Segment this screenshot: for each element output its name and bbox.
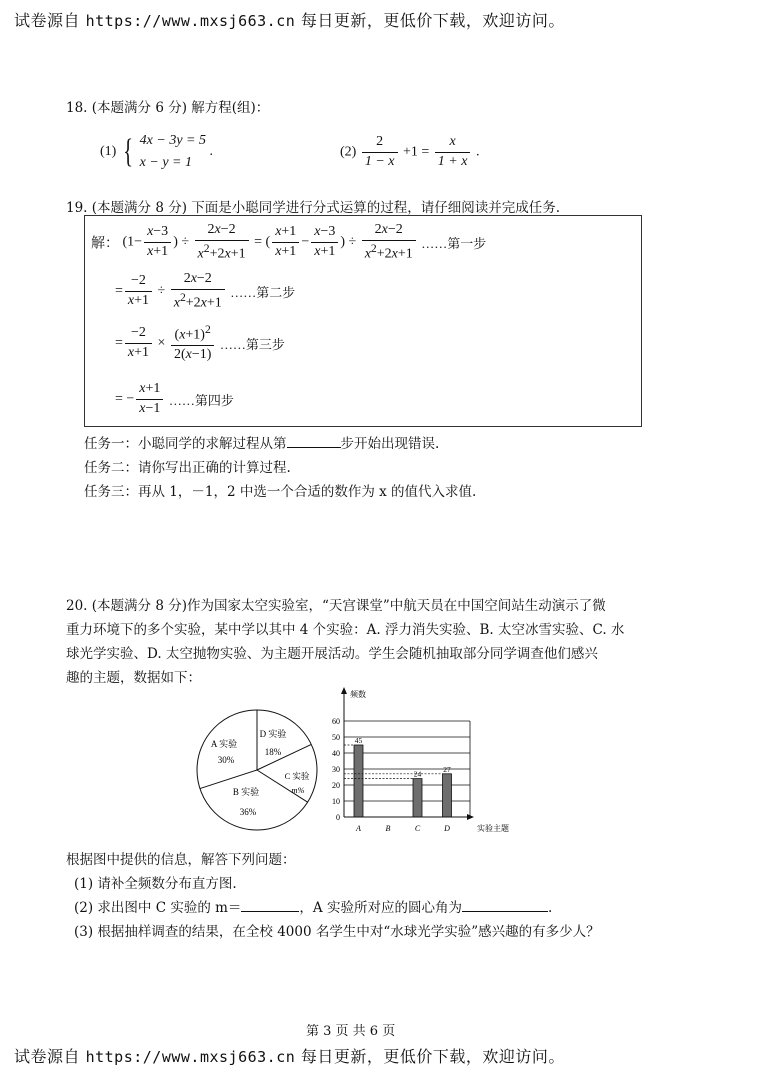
y-axis-title: 频数 xyxy=(350,690,366,699)
q18-frac2: $\frac{x}{1 + x}$ xyxy=(435,134,471,171)
task-1: 任务一：小聪同学的求解过程从第 步开始出现错误. xyxy=(84,436,440,452)
pie-pct-d: 18% xyxy=(264,747,282,757)
pie-divider-a xyxy=(200,770,257,789)
step-1-text: ……第一步 xyxy=(421,236,487,252)
y-tick-label: 50 xyxy=(332,733,340,742)
y-tick-label: 60 xyxy=(332,717,340,726)
q18-eq2: x − y = 1 xyxy=(139,155,192,170)
task-3: 任务三：再从 1，－1，2 中选一个合适的数作为 x 的值代入求值. xyxy=(84,484,477,500)
q20-line-1: 20. (本题满分 8 分)作为国家太空实验室，“天宫课堂”中航天员在中国空间站生动演示了微 xyxy=(66,598,606,614)
x-axis-arrow-icon xyxy=(467,814,474,820)
q20-line-4: 趣的主题，数据如下： xyxy=(66,670,201,686)
q20-sub-3: (3) 根据抽样调查的结果，在全校 4000 名学生中对“水球光学实验”感兴趣的有多少人？ xyxy=(74,924,600,940)
x-axis-title: 实验主题 xyxy=(477,824,509,833)
pie-chart xyxy=(192,705,322,835)
page-header xyxy=(14,8,565,31)
page-number: 第 3 页 共 6 页 xyxy=(306,1024,396,1039)
header-prefix: 试卷源自 xyxy=(14,11,86,30)
footer-url[interactable]: https://www.mxsj663.cn xyxy=(85,1048,296,1066)
y-tick-label: 30 xyxy=(332,765,340,774)
q18-part2 xyxy=(340,134,479,171)
step-3-text: ……第三步 xyxy=(219,337,285,353)
q18-part2-end: . xyxy=(475,144,480,160)
bar-data-label: 45 xyxy=(354,736,363,745)
y-tick-label: 0 xyxy=(336,813,340,822)
bar-data-label: 27 xyxy=(443,764,451,774)
pie-sectors xyxy=(197,710,317,830)
step-1: 解： (1− $\frac{x-3}{x+1}$ ) ÷ $\frac{2x-2}{x^2+2x+1}$ = ( $\frac{x+1}{x+1}$ − $\frac{x-3}{x+1}$ ) ÷ $\frac{2x-2}{x^2+2x+1}$ ……第一步 xyxy=(91,222,487,262)
bar-chart xyxy=(320,685,520,837)
bar-d xyxy=(443,774,452,817)
y-tick-label: 40 xyxy=(332,749,340,758)
brace-icon: { xyxy=(123,133,133,170)
q18-eq1: 4x − 3y = 5 xyxy=(139,133,206,148)
bar-a xyxy=(354,745,363,817)
header-suffix: 每日更新，更低价下载，欢迎访问。 xyxy=(295,11,565,30)
pie-label-a: A 实验 xyxy=(210,739,238,749)
q20-sub-1: (1) 请补全频数分布直方图. xyxy=(74,876,237,892)
page-footer: 试卷源自 https://www.mxsj663.cn 每日更新，更低价下载，欢迎访问。 xyxy=(14,1047,565,1066)
solution-box xyxy=(84,215,642,427)
x-tick-label: D xyxy=(444,824,450,833)
q20-line-2: 重力环境下的多个实验，某中学以其中 4 个实验：A. 浮力消失实验、B. 太空冰雪实验、C. 水 xyxy=(66,622,625,638)
bar-y-ticks xyxy=(332,717,340,822)
q18-mid: +1 = xyxy=(403,144,430,160)
answer-blank[interactable] xyxy=(287,435,341,448)
step-2-text: ……第二步 xyxy=(230,285,296,301)
q20-sub-2: (2) 求出图中 C 实验的 m＝ ，A 实验所对应的圆心角为 . xyxy=(74,900,553,916)
bar-data-label: 24 xyxy=(413,769,422,779)
bar-c xyxy=(413,779,422,817)
bar-series xyxy=(344,736,452,817)
solution-label: 解： xyxy=(91,236,119,252)
pie-label-c: C 实验 xyxy=(284,771,310,781)
q18-part1 xyxy=(100,130,213,174)
q18-part1-end: . xyxy=(209,144,213,159)
x-tick-label: C xyxy=(414,824,421,833)
pie-label-d: D 实验 xyxy=(259,729,287,739)
y-tick-label: 10 xyxy=(332,797,340,806)
step-4-text: ……第四步 xyxy=(168,392,234,408)
q18-title: 18. (本题满分 6 分) 解方程(组)： xyxy=(66,100,270,116)
angle-answer-blank[interactable] xyxy=(462,899,548,912)
y-tick-label: 20 xyxy=(332,781,340,790)
q18-part2-label: (2) xyxy=(340,144,357,160)
q18-frac1: $\frac{2}{1 - x}$ xyxy=(362,134,398,171)
q20-line-3: 球光学实验、D. 太空抛物实验、为主题开展活动。学生会随机抽取部分同学调查他们感兴 xyxy=(66,646,598,662)
bar-x-ticks xyxy=(355,824,450,833)
pie-pct-c: m% xyxy=(291,785,305,795)
m-answer-blank[interactable] xyxy=(241,899,299,912)
pie-pct-b: 36% xyxy=(239,807,257,817)
q20-after: 根据图中提供的信息，解答下列问题： xyxy=(66,852,296,868)
q18-part1-label: (1) xyxy=(100,144,117,159)
x-tick-label: B xyxy=(385,824,391,833)
pie-label-b: B 实验 xyxy=(232,787,260,797)
step-4: = − $\frac{x+1}{x-1}$ ……第四步 xyxy=(115,381,234,416)
task-2: 任务二：请你写出正确的计算过程. xyxy=(84,460,291,476)
header-url[interactable]: https://www.mxsj663.cn xyxy=(85,12,296,30)
pie-pct-a: 30% xyxy=(217,755,235,765)
x-tick-label: A xyxy=(356,824,361,833)
step-2: = $\frac{-2}{x+1}$ ÷ $\frac{2x-2}{x^2+2x+1}$ ……第二步 xyxy=(115,271,296,311)
step-3: = $\frac{-2}{x+1}$ × $\frac{(x+1)^2}{2(x-1)}$ ……第三步 xyxy=(115,323,285,363)
q19-title: 19. (本题满分 8 分) 下面是小聪同学进行分式运算的过程，请仔细阅读并完成任务. xyxy=(66,200,561,216)
y-axis-arrow-icon xyxy=(341,687,347,694)
